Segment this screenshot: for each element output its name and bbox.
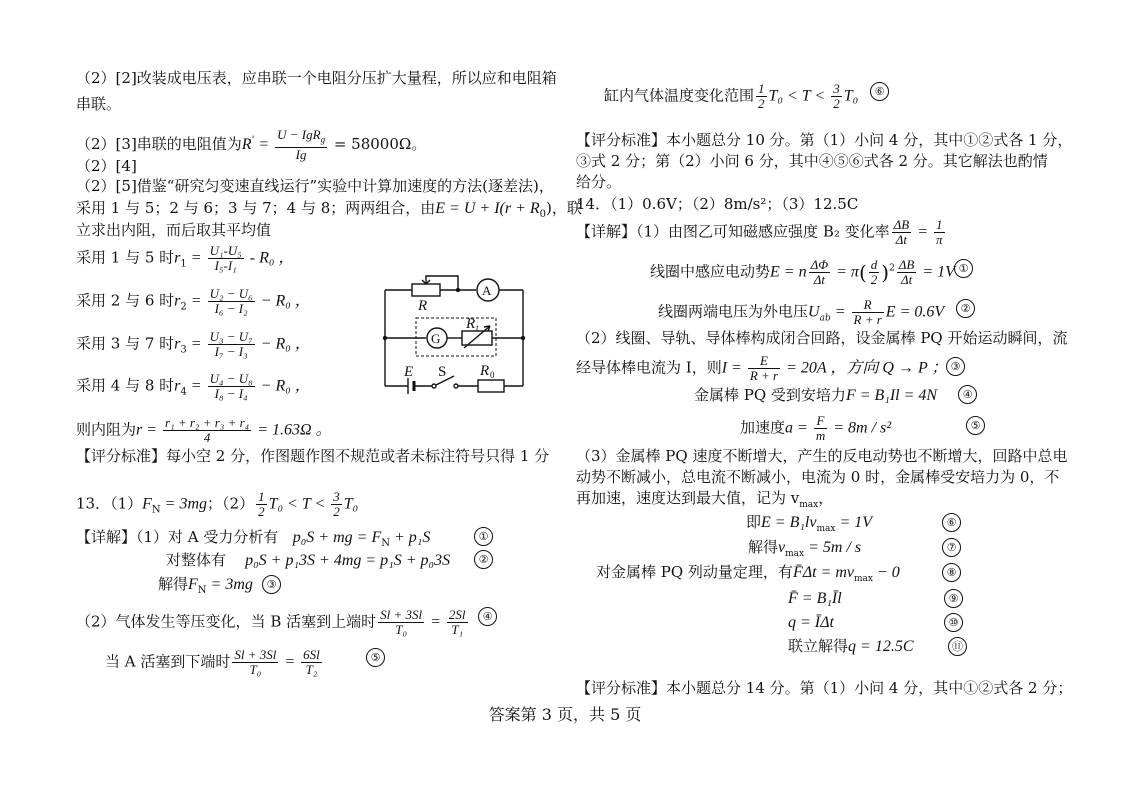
numerator: 6Sl (303, 647, 320, 662)
text: 加速度 (740, 418, 786, 437)
denominator: 2 (870, 272, 878, 287)
math: E = n (770, 263, 807, 281)
fraction (756, 82, 767, 111)
denominator: 2 (258, 504, 265, 519)
math: = (254, 135, 274, 153)
circled-number: ⑤ (966, 416, 985, 435)
formula-line: 采用 4 与 8 时$r_4$ = $\frac{\text{U₄ − U₈}}{\text{I₈ − I₄}}$ − R₀ ， (76, 371, 311, 401)
label-G: G (431, 331, 441, 346)
subscript: ab (819, 313, 831, 324)
text: 再加速，速度达到最大值，记为 v (576, 489, 800, 507)
math: = 3mg (206, 576, 253, 593)
answer-14: 14．（1）0.6V；（2）8m/s²；（3）12.5C (576, 195, 859, 213)
math: q = 12.5C (848, 638, 914, 655)
math: T₀ (343, 495, 359, 513)
numerator: R (852, 298, 884, 313)
math: r (174, 335, 181, 353)
text: ， (818, 489, 834, 507)
text: 缸内气体温度变化范围 (604, 86, 755, 105)
text: 解得 (158, 575, 189, 593)
text: 采用 3 与 7 时 (76, 334, 175, 353)
denominator: m (815, 428, 826, 443)
text: 金属棒 PQ 受到安培力 (694, 386, 846, 404)
denominator: I₅-I₁ (214, 258, 237, 273)
fraction (208, 372, 255, 401)
fraction (378, 608, 424, 637)
math: U (808, 303, 820, 321)
text: 线圈中感应电动势 (650, 262, 771, 281)
temp-range-line (604, 82, 858, 111)
subscript: max (854, 574, 873, 584)
math: a = (785, 419, 812, 437)
denominator: 2 (333, 504, 340, 519)
circled-number: ② (956, 299, 975, 318)
fraction (301, 648, 322, 677)
subscript: 2 (180, 301, 187, 313)
math: F (142, 495, 152, 513)
detail-14-eq8 (596, 562, 900, 589)
numerator: U₁-U₅ (209, 243, 242, 258)
math: r = (136, 421, 162, 439)
circled-number: ⑥ (942, 513, 961, 532)
math: − 0 (872, 564, 900, 581)
circled-number: ④ (958, 385, 977, 404)
denominator: T₂ (305, 662, 318, 677)
text: （2）气体发生等压变化，当 B 活塞到上端时 (76, 612, 377, 631)
math: F̄ = B₁Īl (788, 590, 842, 607)
math: = 1V (835, 514, 873, 531)
numerator: 3 (833, 81, 840, 96)
right-column (560, 0, 1130, 800)
fraction (852, 298, 884, 327)
label-R0: R (480, 363, 490, 379)
numerator: 1 (934, 218, 945, 233)
numerator: ΔB (893, 217, 910, 232)
text: 采用 1 与 5；2 与 6；3 与 7；4 与 8；两两组合，由 (76, 199, 436, 217)
math: = π (832, 263, 859, 281)
subscript: g (320, 134, 326, 145)
formula-line: 采用 2 与 6 时$r_2$ = $\frac{\text{U₂ − U₆}}{\text{I₆ − I₂}}$ − R₀ ， (76, 286, 311, 316)
text: 采用 1 与 5 时 (76, 248, 175, 267)
label-S: S (438, 364, 447, 380)
circuit-diagram (380, 272, 530, 397)
prime: ' (251, 134, 255, 146)
page-footer: 答案第 3 页，共 5 页 (488, 705, 642, 724)
subscript: max (816, 524, 836, 534)
circled-number: ⑪ (948, 637, 967, 656)
fraction (275, 128, 327, 162)
text: 13．（1） (76, 494, 143, 513)
numerator: r₁ + r₂ + r₃ + r₄ (165, 415, 250, 430)
denominator: I₈ − I₄ (214, 386, 248, 401)
text: = 58000Ω。 (329, 134, 427, 153)
math: E = 0.6V (885, 303, 945, 321)
circled-number: ⑥ (870, 82, 889, 101)
text: 当 A 活塞到下端时 (105, 652, 231, 671)
label-Rt: R (466, 316, 476, 332)
numerator: F (814, 414, 827, 429)
text: 解得 (748, 538, 779, 556)
math: R (241, 135, 252, 153)
numerator: E (748, 354, 780, 369)
circled-number: ⑩ (944, 613, 963, 632)
label-R0-sub: 0 (490, 370, 495, 380)
detail-14-eq7 (748, 537, 861, 564)
text: 线圈两端电压为外电压 (658, 302, 809, 321)
math: q = ĪΔt (788, 614, 834, 631)
math: I = (721, 359, 746, 377)
denominator: Ig (295, 146, 307, 162)
subscript: N (151, 504, 161, 516)
numerator: U − IgR (277, 127, 321, 142)
fraction (869, 258, 880, 287)
numerator: 1 (758, 81, 765, 96)
fraction (892, 218, 912, 247)
numerator: d (870, 257, 878, 272)
text-line (576, 488, 833, 515)
math: = 20A ，方向 Q → P ； (782, 359, 948, 377)
denominator: 2 (833, 96, 840, 111)
label-E: E (404, 364, 414, 380)
circled-number: ③ (946, 357, 965, 376)
denominator: I₇ − I₃ (214, 344, 248, 359)
circled-number: ⑧ (942, 563, 961, 582)
detail-14-eq11 (788, 636, 913, 657)
circled-number: ① (474, 527, 493, 546)
math: r (174, 377, 181, 395)
denominator: T₀ (249, 662, 262, 677)
detail-14-eq9 (788, 588, 842, 609)
fraction (814, 414, 827, 443)
math: = (913, 223, 932, 241)
fraction (447, 608, 468, 637)
fraction (331, 490, 342, 519)
numerator: 1 (258, 489, 265, 504)
math: = 8m / s² (829, 419, 892, 437)
circled-number: ⑤ (366, 648, 385, 667)
detail-14-force (694, 385, 937, 406)
subscript: N (197, 585, 207, 596)
text: 则内阻为 (76, 420, 137, 439)
detail-14-acceleration (740, 414, 891, 443)
grading-standard: 【评分标准】每小空 2 分，作图题作图不规范或者未标注符号只得 1 分 (76, 447, 550, 465)
text: 采用 2 与 6 时 (76, 291, 175, 310)
detail-13-eq4: （2）气体发生等压变化，当 B 活塞到上端时 $\frac{Sl + 3Sl}{\text{T₀}}$ = $\frac{2Sl}{\text{T₁}}$ (76, 607, 466, 637)
denominator: Δt (900, 272, 913, 287)
fraction (208, 287, 255, 316)
numerator: U₄ − U₈ (209, 371, 253, 386)
formula-line: 采用 3 与 7 时$r_3$ = $\frac{\text{U₃ − U₇}}{\text{I₇ − I₃}}$ − R₀ ， (76, 329, 311, 359)
math: = 5m / s (804, 539, 862, 556)
math: r (174, 249, 181, 267)
text-line: （2）[5]借鉴“研究匀变速直线运行”实验中计算加速度的方法(逐差法)， (76, 177, 554, 195)
math: F (188, 576, 198, 593)
circled-number: ④ (478, 607, 497, 626)
detail-14-eq10 (788, 612, 834, 633)
fraction (897, 258, 917, 287)
numerator: ΔΦ (810, 257, 829, 272)
subscript: max (785, 549, 805, 559)
subscript: 4 (180, 386, 187, 398)
numerator: ΔB (898, 257, 915, 272)
text: 联立解得 (788, 637, 849, 655)
text-line: （2）线圈、导轨、导体棒构成闭合回路，设金属棒 PQ 开始运动瞬间，流 (576, 329, 1068, 347)
math: E = B₁lv (761, 514, 817, 531)
math: p₀S + mg = F (292, 529, 382, 546)
fraction (208, 330, 255, 359)
grading-standard: ③式 2 分；第（2）小问 6 分，其中④⑤⑥式各 2 分。其它解法也酌情 (576, 152, 1048, 170)
circled-number: ③ (262, 575, 281, 594)
math: = 1V (918, 263, 955, 281)
math: + p₁S (389, 529, 431, 546)
subscript: max (799, 500, 819, 510)
denominator: R + r (749, 368, 779, 383)
math: E = U + I(r + R (435, 200, 540, 217)
text: 采用 4 与 8 时 (76, 376, 175, 395)
math: T₀ < T < (768, 87, 830, 105)
math: − R₀ ， (256, 335, 311, 353)
denominator: R + r (853, 312, 882, 327)
denominator: Δt (895, 232, 908, 247)
grading-standard: 【评分标准】本小题总分 10 分。第（1）小问 4 分，其中①②式各 1 分， (576, 131, 1073, 149)
math: r (174, 292, 181, 310)
detail-14-emf: 线圈中感应电动势E = n $\frac{\Delta\Phi}{\Delta t}$ = π( $\frac{d}{2}$ )$^2$ $\frac{\Delta B}{\Delta t}$ = 1V (650, 257, 955, 287)
circled-number: ⑨ (944, 589, 963, 608)
grading-standard: 给分。 (576, 173, 622, 191)
detail-14-eq6 (746, 512, 872, 539)
detail-14-current (576, 354, 947, 383)
formula-line: 采用 1 与 5 时$r_1$ = $\frac{\text{U₁-U₅}}{\text{I₅-I₁}}$ - R₀ ， (76, 243, 295, 273)
fraction (748, 354, 780, 383)
label-R: R (418, 298, 428, 314)
text: 【详解】（1）对 A 受力分析有 (76, 528, 279, 546)
denominator: 2 (758, 96, 765, 111)
text: 即 (746, 513, 762, 531)
text: （2）[3]串联的电阻值为 (76, 134, 242, 153)
fraction (934, 218, 945, 247)
subscript: N (381, 538, 390, 549)
fraction (208, 244, 244, 273)
fraction (232, 648, 278, 677)
denominator: T₀ (395, 622, 407, 637)
denominator: I₆ − I₂ (214, 301, 248, 316)
math: F̄Δt = mv (792, 564, 854, 581)
circled-number: ① (954, 259, 973, 278)
text-line: （2）[2]改装成电压表，应串联一个电阻分压扩大量程，所以应和电阻箱 (76, 69, 557, 87)
circled-number: ② (474, 550, 493, 569)
detail-13-eq2 (166, 550, 450, 571)
math: − R₀ ， (256, 377, 311, 395)
numerator: U₃ − U₇ (209, 329, 253, 344)
subscript: 0 (539, 209, 547, 220)
label-Rt-sub: t (476, 323, 479, 333)
denominator: Δt (813, 272, 825, 287)
answer-13 (76, 490, 358, 521)
text-line: （2）[4] (76, 157, 137, 175)
text: 对整体有 (166, 551, 227, 569)
text: 【详解】（1）由图乙可知磁感应强度 B₂ 变化率 (576, 222, 890, 241)
detail-13-eq5: 当 A 活塞到下端时 $\frac{Sl + 3Sl}{\text{T₀}}$ = $\frac{6Sl}{\text{T₂}}$ (105, 647, 320, 677)
text-line: （3）金属棒 PQ 速度不断增大，产生的反电动势也不断增大，回路中总电 (576, 447, 1068, 465)
fraction (809, 258, 831, 287)
math: T₀ < T < (268, 495, 330, 513)
text-line: 动势不断减小，总电流不断减小，电流为 0 时，金属棒受安培力为 0，不 (576, 468, 1060, 486)
numerator: Sl + 3Sl (380, 607, 423, 622)
math: = 3mg (160, 495, 208, 513)
fraction (256, 490, 267, 519)
detail-14-rate (576, 218, 947, 247)
denominator: π (936, 232, 943, 247)
fraction (831, 82, 842, 111)
detail-14-voltage: 线圈两端电压为外电压$U_{ab}$ = $\frac{R}{R + r}$ E = 0.6V (658, 297, 945, 327)
math: = 1.63Ω 。 (253, 421, 332, 439)
math: − R₀ ， (256, 292, 311, 310)
text-line: 串联。 (76, 95, 122, 113)
text-line: 立求出内阻，而后取其平均值 (76, 221, 272, 239)
subscript: 3 (180, 344, 187, 356)
text: )，联 (546, 199, 582, 217)
numerator: U₂ − U₆ (209, 286, 253, 301)
math: p₀S + p₁3S + 4mg = p₁S + p₀3S (245, 552, 451, 569)
numerator: 3 (333, 489, 340, 504)
detail-13-eq3 (158, 574, 253, 601)
text: 对金属棒 PQ 列动量定理，有 (596, 563, 793, 581)
text: 经导体棒电流为 I，则 (576, 358, 722, 377)
denominator: T₁ (451, 622, 464, 637)
math: v (778, 539, 786, 556)
circled-number: ⑦ (942, 538, 961, 557)
math: - R₀ ， (245, 249, 295, 267)
grading-standard: 【评分标准】本小题总分 14 分。第（1）小问 4 分，其中①②式各 2 分； (576, 679, 1073, 697)
formula-line (76, 416, 332, 445)
fraction (163, 416, 251, 445)
label-A: A (482, 283, 492, 298)
numerator: Sl + 3Sl (234, 647, 277, 662)
denominator: 4 (203, 430, 211, 445)
numerator: 2Sl (448, 607, 466, 622)
subscript: 1 (180, 258, 187, 270)
text: ；（2） (207, 494, 255, 513)
math: T₀ (843, 87, 859, 105)
math: F = B₁Il = 4N (845, 387, 938, 404)
